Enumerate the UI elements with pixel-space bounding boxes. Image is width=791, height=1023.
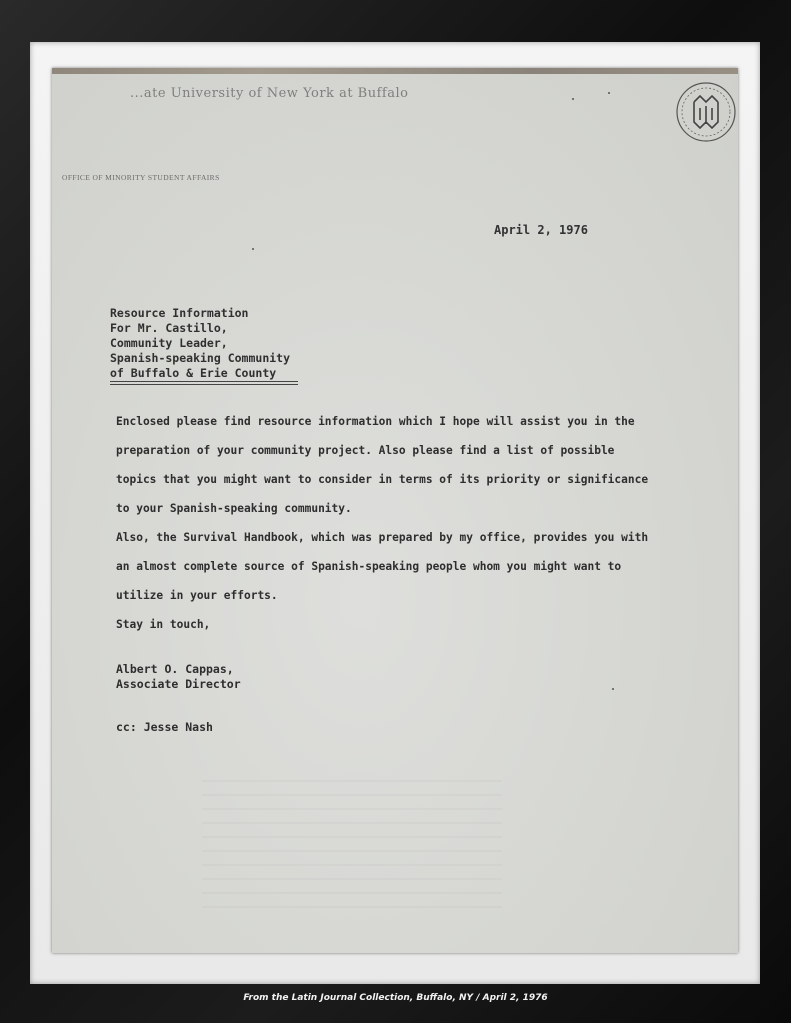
- double-underline: [110, 381, 298, 385]
- body-line: an almost complete source of Spanish-speaking people whom you might want to: [116, 560, 622, 573]
- signature-block: [116, 662, 241, 692]
- body-line: preparation of your community project. Also please find a list of possible: [116, 444, 615, 457]
- recipient-line: For Mr. Castillo,: [110, 321, 228, 335]
- recipient-line: of Buffalo & Erie County: [110, 366, 277, 380]
- frame-caption: From the Latin Journal Collection, Buffalo, NY / April 2, 1976: [243, 993, 548, 1003]
- university-seal-icon: [674, 80, 738, 144]
- body-line: to your Spanish-speaking community.: [116, 502, 352, 515]
- signer-title: Associate Director: [116, 677, 241, 691]
- body-line: Also, the Survival Handbook, which was prepared by my office, provides you with: [116, 531, 649, 544]
- ink-speck: [572, 98, 574, 100]
- letter-date: April 2, 1976: [494, 223, 588, 237]
- letterhead: ...ate University of New York at Buffalo: [130, 86, 409, 101]
- recipient-block: [110, 306, 290, 381]
- body-line: Enclosed please find resource information which I hope will assist you in the: [116, 415, 635, 428]
- bleed-through-texture: [202, 768, 502, 918]
- ink-speck: [252, 248, 254, 250]
- body-line: utilize in your efforts.: [116, 589, 278, 602]
- letter-page: [52, 68, 738, 953]
- cc-line: cc: Jesse Nash: [116, 720, 213, 734]
- body-line: topics that you might want to consider in terms of its priority or significance: [116, 473, 649, 486]
- body-line: Stay in touch,: [116, 618, 211, 631]
- letter-body: [116, 415, 716, 647]
- recipient-line: Resource Information: [110, 306, 249, 320]
- ink-speck: [612, 688, 614, 690]
- office-name: OFFICE OF MINORITY STUDENT AFFAIRS: [62, 173, 220, 182]
- recipient-line: Spanish-speaking Community: [110, 351, 291, 365]
- ink-speck: [608, 92, 610, 94]
- recipient-line: Community Leader,: [110, 336, 228, 350]
- signer-name: Albert O. Cappas,: [116, 662, 234, 676]
